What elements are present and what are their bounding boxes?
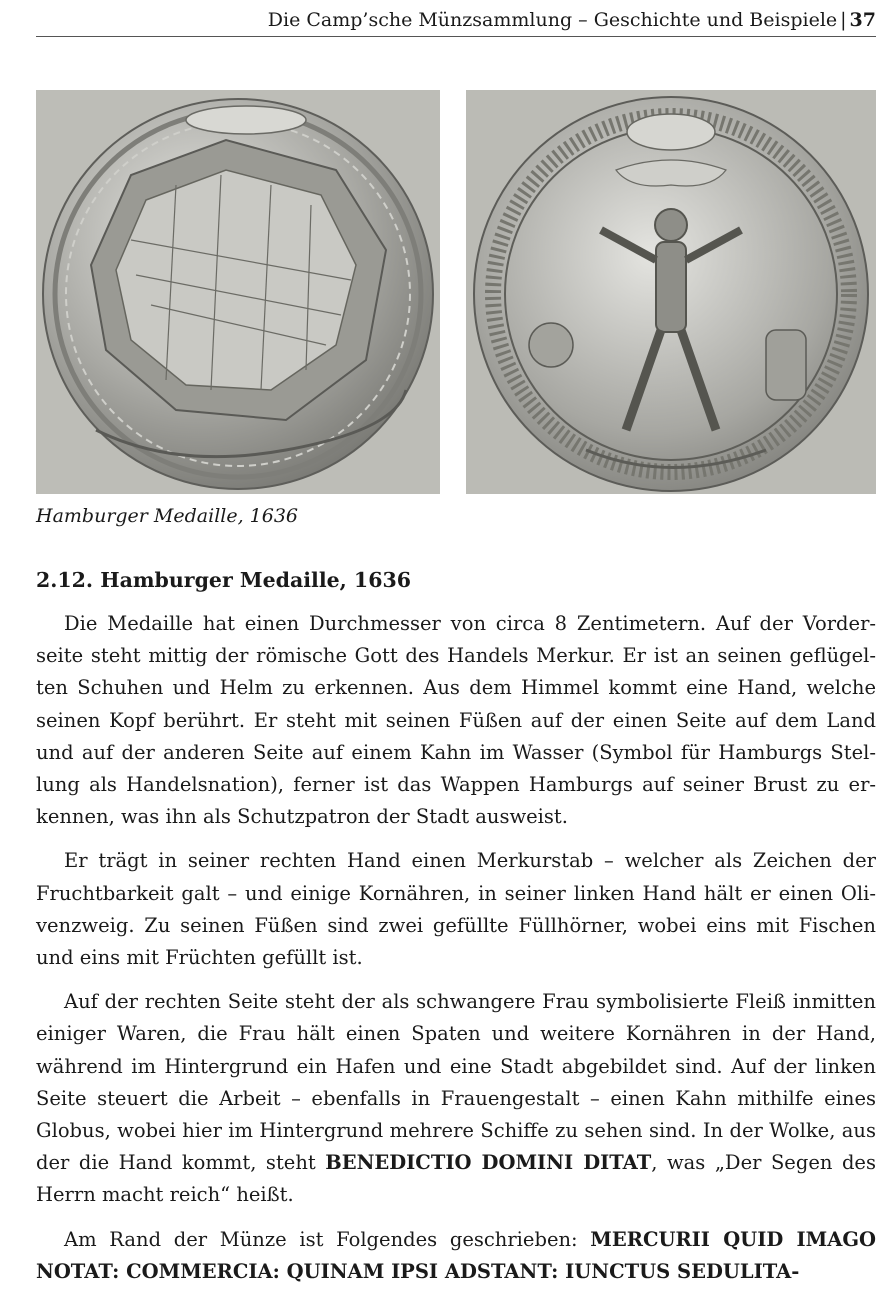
section-heading: 2.12. Hamburger Medaille, 1636: [36, 568, 411, 592]
paragraph-3: [36, 986, 876, 1211]
figure-caption: Hamburger Medaille, 1636: [36, 505, 299, 527]
paragraph-4: [36, 1224, 876, 1288]
medal-photo-city-view: [36, 90, 440, 494]
paragraph-2: Er trägt in seiner rechten Hand einen Merkurstab – welcher als Zeichen der Fruchtbarkeit galt – und einige Kornähren, in seiner linken Hand hält er einen Olivenzweig. Zu seinen Füßen sind zwei gefüllte Füllhörner, wobei eins mit Fischen und eins mit Früchten gefüllt ist.: [36, 849, 876, 970]
running-head: [36, 6, 876, 37]
mercury-medal-image: [466, 90, 876, 494]
running-head-separator: |: [840, 9, 847, 31]
medal-photo-mercury: [466, 90, 876, 494]
page-number: 37: [849, 9, 876, 31]
inscription-edge: MERCURII QUID IMAGO NOTAT: COMMERCIA: QUINAM IPSI ADSTANT: IUNCTUS SEDULITA-: [36, 1227, 876, 1283]
paragraph-4-text-start: Am Rand der Münze ist Folgendes geschrieben:: [64, 1227, 591, 1251]
paragraph-1: Die Medaille hat einen Durchmesser von circa 8 Zentimetern. Auf der Vorderseite steht mittig der römische Gott des Handels Merkur. Er ist an seinen geflügelten Schuhen und Helm zu erkennen. Aus dem Himmel kommt eine Hand, welche seinen Kopf berührt. Er steht mit seinen Füßen auf der einen Seite auf dem Land und auf der anderen Seite auf einem Kahn im Wasser (Symbol für Hamburgs Stellung als Handelsnation), ferner ist das Wappen Hamburgs auf seiner Brust zu erkennen, was ihn als Schutzpatron der Stadt ausweist.: [36, 612, 876, 829]
city-medal-image: [36, 90, 440, 494]
inscription-benedictio: BENEDICTIO DOMINI DITAT: [325, 1151, 652, 1175]
paragraph-3-text-start: Auf der rechten Seite steht der als schwangere Frau symbolisierte Fleiß inmitten einiger Waren, die Frau hält einen Spaten und weitere Kornähren in der Hand, während im Hintergrund ein Hafen und eine Stadt abgebildet sind. Auf der linken Seite steuert die Arbeit – ebenfalls in Frauengestalt – einen Kahn mithilfe eines Globus, wobei hier im Hintergrund mehrere Schiffe zu sehen sind. In der Wolke, aus der die Hand kommt, steht: [36, 990, 876, 1175]
paragraph-3-text-end: , was „Der Segen des Herrn macht reich“ heißt.: [36, 1151, 876, 1207]
running-head-title: Die Camp’sche Münzsammlung – Geschichte und Beispiele: [267, 9, 838, 31]
body-text: [36, 608, 876, 1300]
